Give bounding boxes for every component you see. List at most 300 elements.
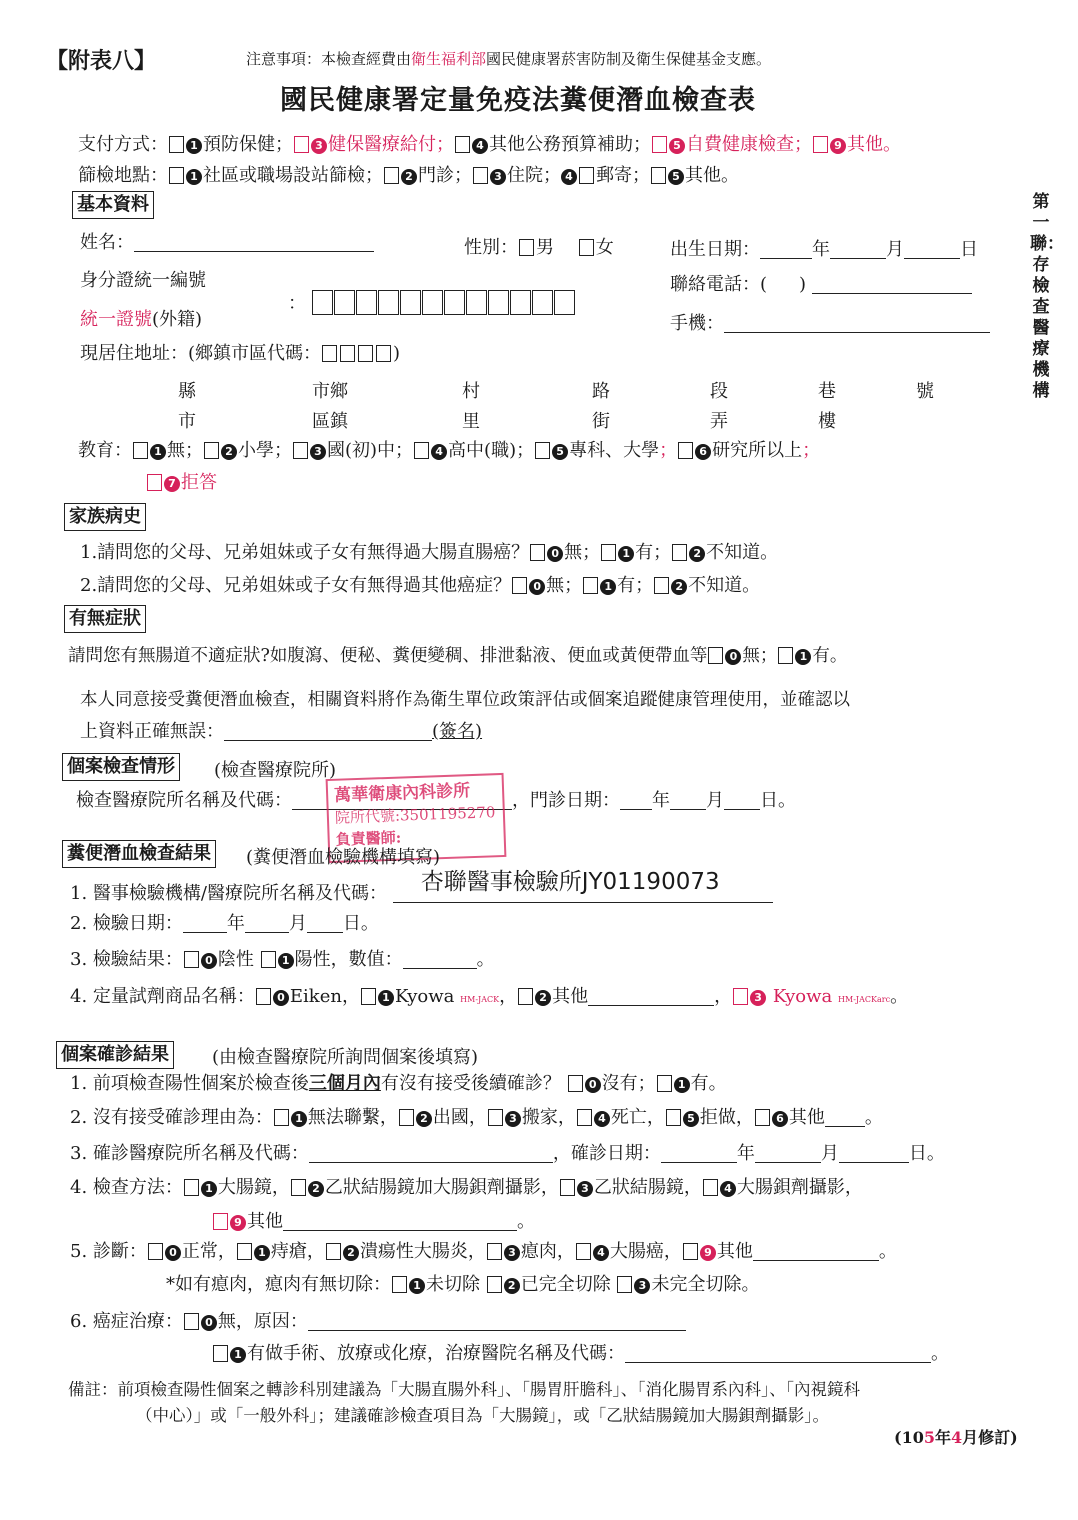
num-badge: 5 — [668, 169, 684, 185]
diag-q6-row-2 — [212, 1342, 949, 1366]
num-badge: 3 — [634, 1278, 650, 1294]
family-q1-row — [80, 541, 778, 565]
diag-q4-checkbox-3[interactable] — [560, 1179, 575, 1196]
clinic-year-field[interactable] — [620, 791, 652, 810]
consent-line-2 — [80, 720, 482, 744]
id-digit-box[interactable] — [554, 290, 575, 315]
rev-mid: 年 — [934, 1428, 951, 1447]
clinic-day: 日。 — [760, 790, 796, 811]
edu-sep: ； — [659, 440, 678, 461]
addr-unit-neighborhood: 里 — [462, 411, 480, 432]
payment-opt9: 其他。 — [847, 134, 901, 155]
num-badge: 3 — [311, 138, 327, 154]
signature-field[interactable] — [224, 722, 432, 741]
diag-year: 年 — [736, 1143, 755, 1164]
diag-q4-checkbox-9[interactable] — [213, 1213, 228, 1230]
funding-notice — [246, 48, 771, 69]
addr-unit-county: 縣 — [178, 381, 196, 402]
page-title: 國民健康署定量免疫法糞便潛血檢查表 — [280, 85, 756, 116]
symptom-a0: 無； — [742, 646, 778, 666]
phone-close-paren: ) — [799, 274, 807, 295]
notice-suffix: 國民健康署菸害防制及衛生保健基金支應。 — [486, 50, 772, 68]
addr-unit-city: 市 — [178, 411, 196, 432]
num-badge: 9 — [830, 138, 846, 154]
payment-label: 支付方式： — [78, 134, 168, 155]
polyp-row — [166, 1273, 759, 1297]
stamp-line-2: 院所代號:3501195270 — [334, 803, 496, 827]
num-badge: 5 — [669, 138, 685, 154]
num-badge: 0 — [529, 579, 545, 595]
symptom-row — [68, 644, 847, 668]
num-badge: 5 — [552, 444, 568, 460]
diag-q2-other-field[interactable] — [825, 1108, 865, 1127]
symptom-question: 請問您有無腸道不適症狀?如腹瀉、便秘、糞便變稠、排泄黏液、便血或黃便帶血等 — [68, 646, 708, 666]
family-q2-a2: 不知道。 — [688, 575, 761, 596]
education-row — [78, 439, 820, 463]
diag-q2-checkbox-4[interactable] — [577, 1109, 592, 1126]
family-q2: 2.請問您的父母、兄弟姐妹或子女有無得過其他癌症？ — [80, 575, 512, 596]
edu-opt4: 高中(職)； — [448, 440, 535, 461]
diag-q5-o9: 其他 — [716, 1241, 753, 1262]
diag-q2-o1: 無法聯繫， — [307, 1107, 398, 1128]
diag-q2-checkbox-5[interactable] — [666, 1109, 681, 1126]
gender-male: 男 — [536, 237, 554, 258]
section-fobt-result: 糞便潛血檢查結果 — [62, 840, 216, 868]
reagent-other-field[interactable] — [588, 987, 714, 1006]
num-badge: 2 — [671, 579, 687, 595]
payment-checkbox-9[interactable] — [813, 136, 828, 153]
diag-q2-checkbox-1[interactable] — [274, 1109, 289, 1126]
family-q2-a0: 無； — [546, 575, 583, 596]
payment-opt4: 其他公務預算補助； — [489, 134, 651, 155]
diag-q2-checkbox-6[interactable] — [755, 1109, 770, 1126]
edu-checkbox-3[interactable] — [293, 442, 308, 459]
site-checkbox-3[interactable] — [473, 167, 488, 184]
family-q2-checkbox-2[interactable] — [654, 577, 669, 594]
id-label: 身分證統一編號 — [80, 270, 206, 291]
family-q2-checkbox-0[interactable] — [512, 577, 527, 594]
num-badge: 0 — [273, 990, 289, 1006]
addr-unit-street: 街 — [592, 411, 610, 432]
reagent-kyowa-arc-model: HM-JACKarc — [838, 995, 891, 1004]
num-badge: 4 — [431, 444, 447, 460]
fobt-year-field[interactable] — [183, 914, 227, 933]
diag-q4-o9: 其他 — [247, 1211, 283, 1232]
diag-q4-checkbox-1[interactable] — [184, 1179, 199, 1196]
symptom-checkbox-1[interactable] — [778, 647, 793, 664]
diag-q1-yes: 有。 — [690, 1073, 727, 1094]
annex-label: 【附表八】 — [46, 48, 157, 74]
education-row-2 — [146, 471, 217, 495]
site-checkbox-2[interactable] — [384, 167, 399, 184]
addr-unit-number: 號 — [916, 381, 934, 402]
num-badge: 2 — [308, 1181, 324, 1197]
gender-female-checkbox[interactable] — [579, 239, 594, 256]
reagent-comma-2: ， — [714, 986, 733, 1007]
edu-opt3: 國(初)中； — [327, 440, 414, 461]
polyp-checkbox-2[interactable] — [487, 1276, 502, 1293]
diag-q5-checkbox-2[interactable] — [326, 1243, 341, 1260]
gender-row — [464, 236, 614, 260]
family-q1: 1.請問您的父母、兄弟姐妹或子女有無得過大腸直腸癌？ — [80, 542, 530, 563]
num-badge: 4 — [593, 1245, 609, 1261]
diag-q6-o0: 無，原因： — [217, 1311, 308, 1332]
rev-pre: (10 — [894, 1428, 924, 1447]
edu-checkbox-1[interactable] — [133, 442, 148, 459]
diag-day-field[interactable] — [839, 1144, 909, 1163]
diag-q3-row — [70, 1142, 945, 1166]
diagnosis-note: (由檢查醫療院所詢問個案後填寫) — [212, 1047, 479, 1068]
num-badge: 4 — [561, 169, 577, 185]
num-badge: 6 — [695, 444, 711, 460]
diag-q5-o3: 瘜肉， — [520, 1241, 575, 1262]
addr-unit-alley: 弄 — [710, 411, 728, 432]
payment-opt1: 預防保健； — [203, 134, 293, 155]
addr-unit-floor: 樓 — [818, 411, 836, 432]
diag-q4-row — [70, 1176, 863, 1200]
num-badge: 4 — [720, 1181, 736, 1197]
family-q2-checkbox-1[interactable] — [583, 577, 598, 594]
rev-month: 4 — [951, 1428, 963, 1447]
num-badge: 1 — [409, 1278, 425, 1294]
diag-month: 月 — [820, 1143, 839, 1164]
num-badge: 3 — [577, 1181, 593, 1197]
edu-label: 教育： — [78, 440, 132, 461]
gender-label: 性別： — [464, 237, 518, 258]
diag-q1-yes-checkbox[interactable] — [657, 1075, 672, 1092]
payment-checkbox-5[interactable] — [652, 136, 667, 153]
uid-label: 統一證號 — [80, 309, 152, 330]
diag-q5-label: 5. 診斷： — [70, 1241, 147, 1262]
reagent-eiken: Eiken， — [289, 986, 360, 1007]
payment-checkbox-4[interactable] — [455, 136, 470, 153]
num-badge: 2 — [535, 990, 551, 1006]
family-q1-a0: 無； — [564, 542, 601, 563]
num-badge: 0 — [585, 1077, 601, 1093]
fobt-lab-row — [70, 869, 773, 906]
num-badge: 9 — [700, 1245, 716, 1261]
dob-year-field[interactable] — [760, 240, 812, 259]
num-badge: 1 — [278, 953, 294, 969]
id-digit-box[interactable] — [378, 290, 399, 315]
case-exam-note: (檢查醫療院所) — [214, 760, 337, 781]
result-positive: 陽性，數值： — [294, 949, 403, 970]
reagent-kyowa-checkbox[interactable] — [361, 988, 376, 1005]
num-badge: 1 — [150, 444, 166, 460]
site-opt2: 門診； — [418, 165, 472, 186]
diag-q1-no-checkbox[interactable] — [568, 1075, 583, 1092]
exam-hospital-label: 檢查醫療院所名稱及代碼： — [76, 790, 292, 811]
num-badge: 2 — [689, 546, 705, 562]
area-code-box[interactable] — [340, 345, 355, 362]
diag-q6-label: 6. 癌症治療： — [70, 1311, 183, 1332]
id-digit-box[interactable] — [488, 290, 509, 315]
result-label: 3. 檢驗結果： — [70, 949, 183, 970]
diag-q5-o0: 正常， — [181, 1241, 236, 1262]
num-badge: 1 — [186, 138, 202, 154]
payment-checkbox-1[interactable] — [169, 136, 184, 153]
polyp-o2: 已完全切除 — [520, 1274, 611, 1295]
lab-value: 杏聯醫事檢驗所JY01190073 — [420, 869, 720, 895]
clinic-date-label: ，門診日期： — [512, 790, 620, 811]
fobt-result-row — [70, 948, 495, 972]
edu-checkbox-6[interactable] — [678, 442, 693, 459]
id-digit-box[interactable] — [334, 290, 355, 315]
notice-prefix: 注意事項：本檢查經費由 — [246, 50, 412, 68]
num-badge: 1 — [230, 1347, 246, 1363]
diag-q5-o4: 大腸癌， — [609, 1241, 682, 1262]
diag-q5-checkbox-1[interactable] — [237, 1243, 252, 1260]
diag-day: 日。 — [908, 1143, 945, 1164]
lab-field[interactable] — [393, 869, 773, 903]
diag-q5-checkbox-9[interactable] — [683, 1243, 698, 1260]
stamp-line-3: 負責醫師: — [335, 828, 402, 849]
clinic-year: 年 — [652, 790, 670, 811]
phone-field[interactable] — [812, 275, 972, 294]
diag-q4-label: 4. 檢查方法： — [70, 1177, 183, 1198]
num-badge: 4 — [594, 1111, 610, 1127]
mobile-field[interactable] — [724, 314, 990, 333]
uid-foreign: (外籍) — [152, 309, 203, 330]
num-badge: 3 — [505, 1111, 521, 1127]
diag-q5-o1: 痔瘡， — [270, 1241, 325, 1262]
family-q2-row — [80, 574, 760, 598]
num-badge: 1 — [201, 1181, 217, 1197]
lab-label: 1. 醫事檢驗機構/醫療院所名稱及代碼： — [70, 883, 387, 904]
edu6-sep: ； — [802, 440, 821, 461]
gender-male-checkbox[interactable] — [519, 239, 534, 256]
payment-checkbox-3[interactable] — [294, 136, 309, 153]
dob-month-field[interactable] — [830, 240, 886, 259]
id-digit-box[interactable] — [400, 290, 421, 315]
num-badge: 2 — [221, 444, 237, 460]
name-label: 姓名： — [80, 232, 134, 253]
addr-unit-township: 市鄉 — [312, 381, 348, 402]
diag-month-field[interactable] — [755, 1144, 821, 1163]
diag-q6-checkbox-1[interactable] — [213, 1345, 228, 1362]
address-close: ) — [393, 343, 401, 364]
edu-opt6: 研究所以上 — [712, 440, 803, 461]
reagent-kyowa-arc-checkbox[interactable] — [733, 988, 748, 1005]
area-code-box[interactable] — [322, 345, 337, 362]
diag-q4-end: 。 — [517, 1211, 535, 1232]
num-badge: 0 — [165, 1245, 181, 1261]
diag-q4-o2: 乙狀結腸鏡加大腸鋇劑攝影， — [324, 1177, 559, 1198]
addr-unit-section: 段 — [710, 381, 728, 402]
diag-q5-row — [70, 1240, 897, 1264]
num-badge: 9 — [230, 1215, 246, 1231]
site-checkbox-5[interactable] — [651, 167, 666, 184]
num-badge: 1 — [618, 546, 634, 562]
polyp-o1: 未切除 — [426, 1274, 480, 1295]
num-badge: 1 — [600, 579, 616, 595]
mobile-label: 手機： — [670, 313, 724, 334]
reagent-other-checkbox[interactable] — [518, 988, 533, 1005]
diag-q1-post: 有沒有接受後續確診？ — [380, 1073, 561, 1094]
site-opt1: 社區或職場設站篩檢； — [203, 165, 383, 186]
dob-row — [670, 238, 978, 262]
reagent-label: 4. 定量試劑商品名稱： — [70, 986, 255, 1007]
diag-q6-end: 。 — [931, 1343, 949, 1364]
site-opt3: 住院； — [507, 165, 561, 186]
phone-row — [670, 273, 972, 297]
name-row — [80, 231, 374, 255]
symptom-checkbox-0[interactable] — [708, 647, 723, 664]
consent-confirm: 上資料正確無誤： — [80, 721, 224, 742]
family-q1-checkbox-2[interactable] — [672, 544, 687, 561]
reagent-eiken-checkbox[interactable] — [256, 988, 271, 1005]
revision-note — [894, 1425, 1018, 1448]
diag-q5-checkbox-0[interactable] — [148, 1243, 163, 1260]
area-code-box[interactable] — [376, 345, 391, 362]
num-badge: 4 — [472, 138, 488, 154]
family-q1-a2: 不知道。 — [706, 542, 779, 563]
diag-q2-o3: 搬家， — [521, 1107, 576, 1128]
edu-checkbox-7[interactable] — [147, 474, 162, 491]
num-badge: 3 — [490, 169, 506, 185]
diag-year-field[interactable] — [661, 1144, 737, 1163]
payment-opt5: 自費健康檢查； — [686, 134, 812, 155]
clinic-day-field[interactable] — [724, 791, 760, 810]
site-opt4: 郵寄； — [596, 165, 650, 186]
edu-opt5: 專科、大學 — [569, 440, 660, 461]
site-opt5: 其他。 — [685, 165, 739, 186]
num-badge: 2 — [504, 1278, 520, 1294]
id-digit-box[interactable] — [510, 290, 531, 315]
reagent-kyowa-arc: Kyowa — [772, 986, 833, 1007]
site-checkbox-4[interactable] — [579, 167, 594, 184]
num-badge: 1 — [291, 1111, 307, 1127]
dob-day-field[interactable] — [904, 240, 960, 259]
result-period: 。 — [476, 949, 495, 970]
id-digit-box[interactable] — [422, 290, 443, 315]
diag-q6-checkbox-0[interactable] — [184, 1313, 199, 1330]
dob-label: 出生日期： — [670, 239, 760, 260]
edu-checkbox-2[interactable] — [204, 442, 219, 459]
family-q1-checkbox-0[interactable] — [530, 544, 545, 561]
clinic-month-field[interactable] — [670, 791, 706, 810]
signature-label: (簽名) — [432, 721, 483, 742]
result-value-field[interactable] — [403, 950, 477, 969]
fobt-date-label: 2. 檢驗日期： — [70, 913, 183, 934]
fobt-month: 月 — [288, 913, 307, 934]
fobt-reagent-row — [70, 985, 908, 1012]
section-case-exam: 個案檢查情形 — [62, 753, 180, 781]
num-badge: 3 — [504, 1245, 520, 1261]
diag-q4-checkbox-4[interactable] — [703, 1179, 718, 1196]
num-badge: 0 — [725, 649, 741, 665]
diag-q4-o4: 大腸鋇劑攝影， — [736, 1177, 863, 1198]
diag-q2-checkbox-3[interactable] — [488, 1109, 503, 1126]
dob-day: 日 — [960, 239, 978, 260]
num-badge: 1 — [795, 649, 811, 665]
polyp-o3: 未完全切除。 — [651, 1274, 760, 1295]
num-badge: 7 — [164, 476, 180, 492]
section-symptoms: 有無症狀 — [64, 605, 146, 633]
edu-opt1: 無； — [167, 440, 203, 461]
address-row — [80, 342, 400, 366]
num-badge: 1 — [186, 169, 202, 185]
payment-row — [78, 133, 901, 157]
polyp-checkbox-1[interactable] — [392, 1276, 407, 1293]
fobt-year: 年 — [226, 913, 245, 934]
site-label: 篩檢地點： — [78, 165, 168, 186]
remark-line-2: （中心）」或「一般外科」；建議確診檢查項目為「大腸鏡」，或「乙狀結腸鏡加大腸鋇劑攝影」。 — [136, 1406, 829, 1425]
edu-opt2: 小學； — [238, 440, 292, 461]
num-badge: 0 — [547, 546, 563, 562]
id-digit-box[interactable] — [356, 290, 377, 315]
result-positive-checkbox[interactable] — [261, 951, 276, 968]
edu-checkbox-5[interactable] — [535, 442, 550, 459]
section-family-history: 家族病史 — [64, 503, 146, 531]
diag-q1-pre: 1. 前項檢查陽性個案於檢查後 — [70, 1073, 309, 1094]
addr-unit-road: 路 — [592, 381, 610, 402]
diag-q4-checkbox-2[interactable] — [291, 1179, 306, 1196]
edu-opt7: 拒答 — [181, 472, 217, 493]
num-badge: 3 — [310, 444, 326, 460]
diag-q4-o1: 大腸鏡， — [217, 1177, 290, 1198]
num-badge: 1 — [254, 1245, 270, 1261]
num-badge: 0 — [201, 1315, 217, 1331]
diag-q4-o3: 乙狀結腸鏡， — [593, 1177, 702, 1198]
diag-q4-other-field[interactable] — [283, 1212, 517, 1231]
family-q2-a1: 有； — [617, 575, 654, 596]
copy-side-label: 第一聯：存檢查醫療機構 — [1030, 192, 1064, 401]
fobt-day-field[interactable] — [307, 914, 343, 933]
result-negative-checkbox[interactable] — [184, 951, 199, 968]
diag-hospital-field[interactable] — [309, 1144, 553, 1163]
phone-label: 聯絡電話：( — [670, 274, 768, 295]
area-code-box[interactable] — [358, 345, 373, 362]
family-q1-checkbox-1[interactable] — [601, 544, 616, 561]
consent-line-1: 本人同意接受糞便潛血檢查，相關資料將作為衛生單位政策評估或個案追蹤健康管理使用，並確認以 — [80, 690, 850, 710]
id-digit-box[interactable] — [312, 290, 333, 315]
id-digit-box[interactable] — [466, 290, 487, 315]
diag-q6-o1: 有做手術、放療或化療，治療醫院名稱及代碼： — [247, 1343, 625, 1364]
result-negative: 陰性 — [217, 949, 254, 970]
id-digit-box[interactable] — [444, 290, 465, 315]
diag-q5-checkbox-4[interactable] — [576, 1243, 591, 1260]
id-colon: ： — [288, 293, 306, 314]
screening-site-row — [78, 164, 739, 188]
payment-opt3: 健保醫療給付； — [328, 134, 454, 155]
fobt-date-row — [70, 912, 379, 936]
diag-q4-row-2 — [212, 1210, 535, 1234]
fobt-note: (糞便潛血檢驗機構填寫) — [246, 847, 441, 868]
fobt-month-field[interactable] — [245, 914, 289, 933]
uid-row — [80, 308, 202, 332]
reagent-other: 其他 — [552, 986, 589, 1007]
diag-q6-hospital-field[interactable] — [625, 1344, 931, 1363]
edu-checkbox-4[interactable] — [414, 442, 429, 459]
diag-q5-checkbox-3[interactable] — [487, 1243, 502, 1260]
name-field[interactable] — [134, 233, 374, 252]
family-q1-a1: 有； — [635, 542, 672, 563]
diag-q5-other-field[interactable] — [753, 1242, 879, 1261]
polyp-checkbox-3[interactable] — [617, 1276, 632, 1293]
diag-q6-reason-field[interactable] — [308, 1312, 686, 1331]
rev-post: 月修訂) — [962, 1428, 1018, 1447]
id-digit-box[interactable] — [532, 290, 553, 315]
diag-q2-end: 。 — [864, 1107, 883, 1128]
site-checkbox-1[interactable] — [169, 167, 184, 184]
stamp-line-1: 萬華衛康內科診所 — [333, 781, 471, 806]
diag-q1-row — [70, 1072, 727, 1096]
diag-q1-emphasis: 三個月內 — [308, 1073, 381, 1094]
diag-q2-checkbox-2[interactable] — [399, 1109, 414, 1126]
section-diagnosis: 個案確診結果 — [56, 1041, 174, 1069]
dob-month: 月 — [886, 239, 904, 260]
